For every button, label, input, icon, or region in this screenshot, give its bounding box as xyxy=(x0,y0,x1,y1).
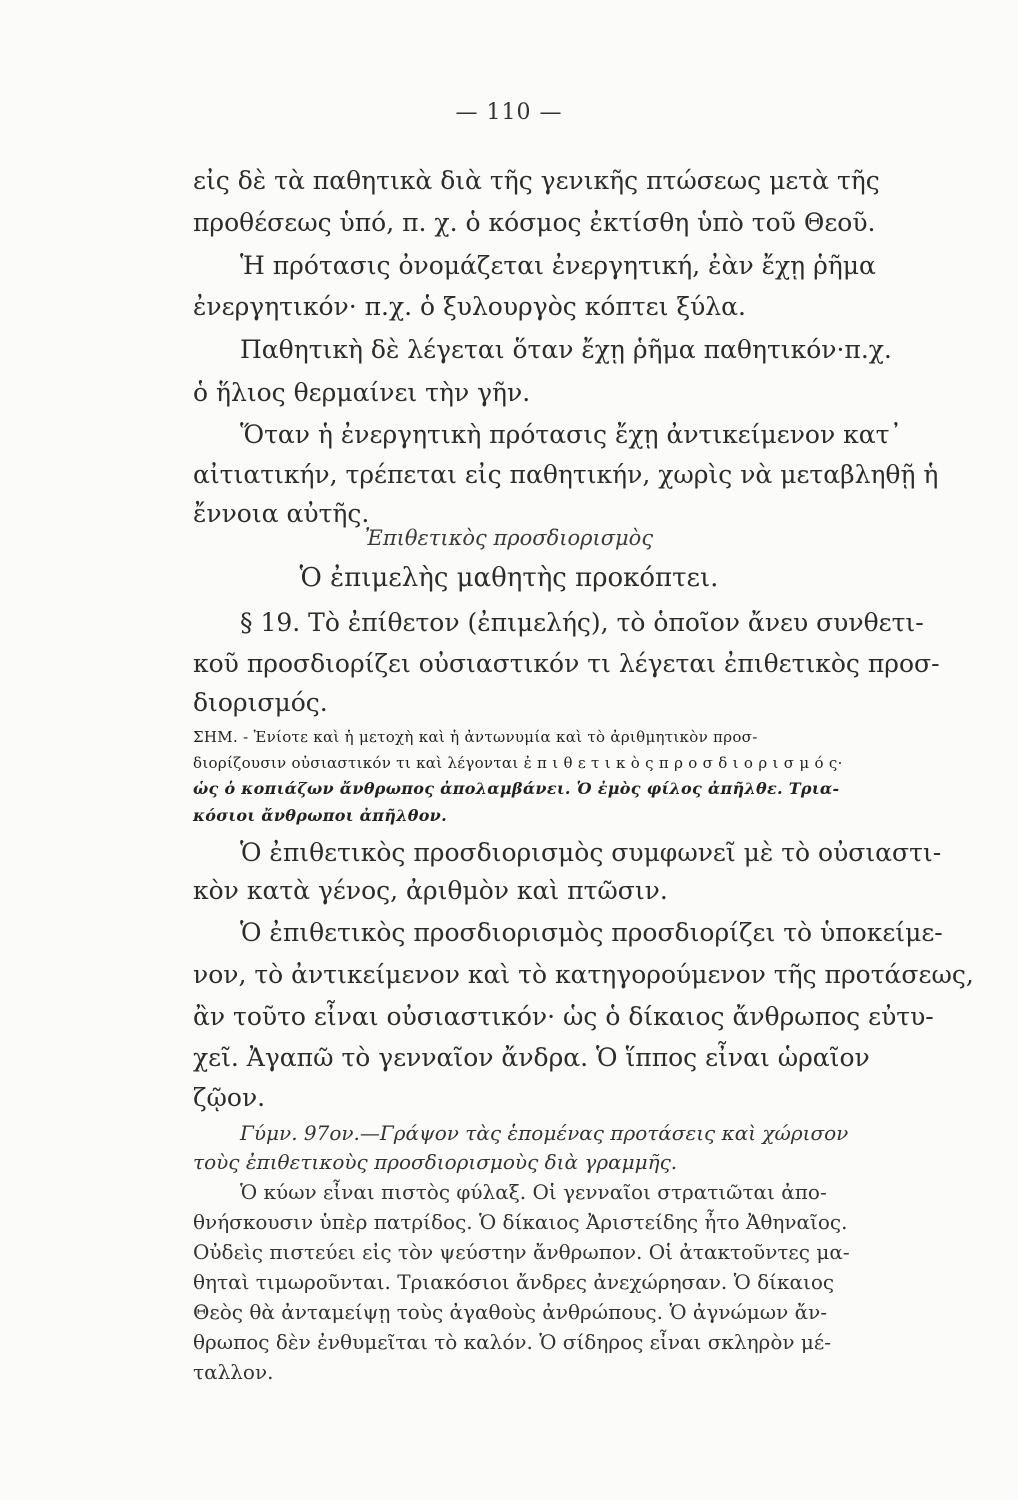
section-text-line: διορισμός. xyxy=(193,688,328,717)
text-line: Ὁ ἐπιθετικὸς προσδιορισμὸς συμφωνεῖ μὲ τὸ οὐσιαστι- xyxy=(240,838,942,867)
text-line: Ἡ πρότασις ὀνομάζεται ἐνεργητική, ἐὰν ἔχῃ ῥῆμα xyxy=(240,251,876,280)
exercise-line: θνήσκουσιν ὑπὲρ πατρίδος. Ὁ δίκαιος Ἀριστείδης ἦτο Ἀθηναῖος. xyxy=(193,1210,848,1234)
text-line: ἐνεργητικόν· π.χ. ὁ ξυλουργὸς κόπτει ξύλα. xyxy=(193,292,746,321)
section-text-line: § 19. Τὸ ἐπίθετον (ἐπιμελής), τὸ ὁποῖον ἄνευ συνθετι- xyxy=(240,608,924,637)
text-line: προθέσεως ὑπό, π. χ. ὁ κόσμος ἐκτίσθη ὑπὸ τοῦ Θεοῦ. xyxy=(193,208,876,237)
section-text-line: κοῦ προσδιορίζει οὐσιαστικόν τι λέγεται ἐπιθετικὸς προσ- xyxy=(193,649,940,678)
exercise-line: θηταὶ τιμωροῦνται. Τριακόσιοι ἄνδρες ἀνεχώρησαν. Ὁ δίκαιος xyxy=(193,1270,835,1294)
text-line: κὸν κατὰ γένος, ἀριθμὸν καὶ πτῶσιν. xyxy=(193,876,668,905)
exercise-heading: Γύμν. 97ον.—Γράψον τὰς ἑπομένας προτάσεις καὶ χώρισον xyxy=(240,1121,849,1145)
text-line: εἰς δὲ τὰ παθητικὰ διὰ τῆς γενικῆς πτώσεως μετὰ τῆς xyxy=(193,166,880,195)
page-number: — 110 — xyxy=(455,100,563,125)
note-line: ΣΗΜ. - Ἐνίοτε καὶ ἡ μετοχὴ καὶ ἡ ἀντωνυμία καὶ τὸ ἀριθμητικὸν προσ- xyxy=(193,728,758,746)
text-line: ὁ ἥλιος θερμαίνει τὴν γῆν. xyxy=(193,378,531,407)
exercise-line: θρωπος δὲν ἐνθυμεῖται τὸ καλόν. Ὁ σίδηρος εἶναι σκληρὸν μέ- xyxy=(193,1330,831,1354)
exercise-line: Ὁ κύων εἶναι πιστὸς φύλαξ. Οἱ γενναῖοι στρατιῶται ἀπο- xyxy=(240,1180,827,1204)
exercise-heading: τοὺς ἐπιθετικοὺς προσδιορισμοὺς διὰ γραμμῆς. xyxy=(193,1150,678,1174)
note-line: διορίζουσιν οὐσιαστικόν τι καὶ λέγονται ἐ π ι θ ε τ ι κ ὸ ς π ρ ο σ δ ι ο ρ ι σ μ ό ς· xyxy=(193,754,843,772)
text-line: ἔννοια αὐτῆς. xyxy=(193,499,370,528)
text-line: Παθητικὴ δὲ λέγεται ὅταν ἔχῃ ῥῆμα παθητικόν·π.χ. xyxy=(240,335,892,364)
text-line: αἰτιατικήν, τρέπεται εἰς παθητικήν, χωρὶς νὰ μεταβληθῇ ἡ xyxy=(193,460,939,489)
exercise-line: Οὐδεὶς πιστεύει εἰς τὸν ψεύστην ἄνθρωπον. Οἱ ἀτακτοῦντες μα- xyxy=(193,1240,850,1264)
text-line: Ὅταν ἡ ἐνεργητικὴ πρότασις ἔχῃ ἀντικείμενον κατ᾽ xyxy=(240,420,902,449)
text-line: νον, τὸ ἀντικείμενον καὶ τὸ κατηγορούμενον τῆς προτάσεως, xyxy=(193,960,974,989)
note-line: ὡς ὁ κοπιάζων ἄνθρωπος ἀπολαμβάνει. Ὁ ἐμὸς φίλος ἀπῆλθε. Τρια- xyxy=(193,779,840,798)
text-line: ζῷον. xyxy=(193,1083,266,1112)
note-line: κόσιοι ἄνθρωποι ἀπῆλθον. xyxy=(193,806,447,825)
exercise-line: Θεὸς θὰ ἀνταμείψῃ τοὺς ἀγαθοὺς ἀνθρώπους. Ὁ ἀγνώμων ἄν- xyxy=(193,1300,828,1324)
text-line: ἂν τοῦτο εἶναι οὐσιαστικόν· ὡς ὁ δίκαιος ἄνθρωπος εὐτυ- xyxy=(193,1002,934,1031)
section-heading: Ἐπιθετικὸς προσδιορισμὸς xyxy=(364,526,654,550)
example-sentence: Ὁ ἐπιμελὴς μαθητὴς προκόπτει. xyxy=(299,563,719,593)
exercise-line: ταλλον. xyxy=(193,1360,274,1384)
text-line: Ὁ ἐπιθετικὸς προσδιορισμὸς προσδιορίζει τὸ ὑποκείμε- xyxy=(240,918,943,947)
text-line: χεῖ. Ἀγαπῶ τὸ γενναῖον ἄνδρα. Ὁ ἵππος εἶναι ὡραῖον xyxy=(193,1043,870,1072)
